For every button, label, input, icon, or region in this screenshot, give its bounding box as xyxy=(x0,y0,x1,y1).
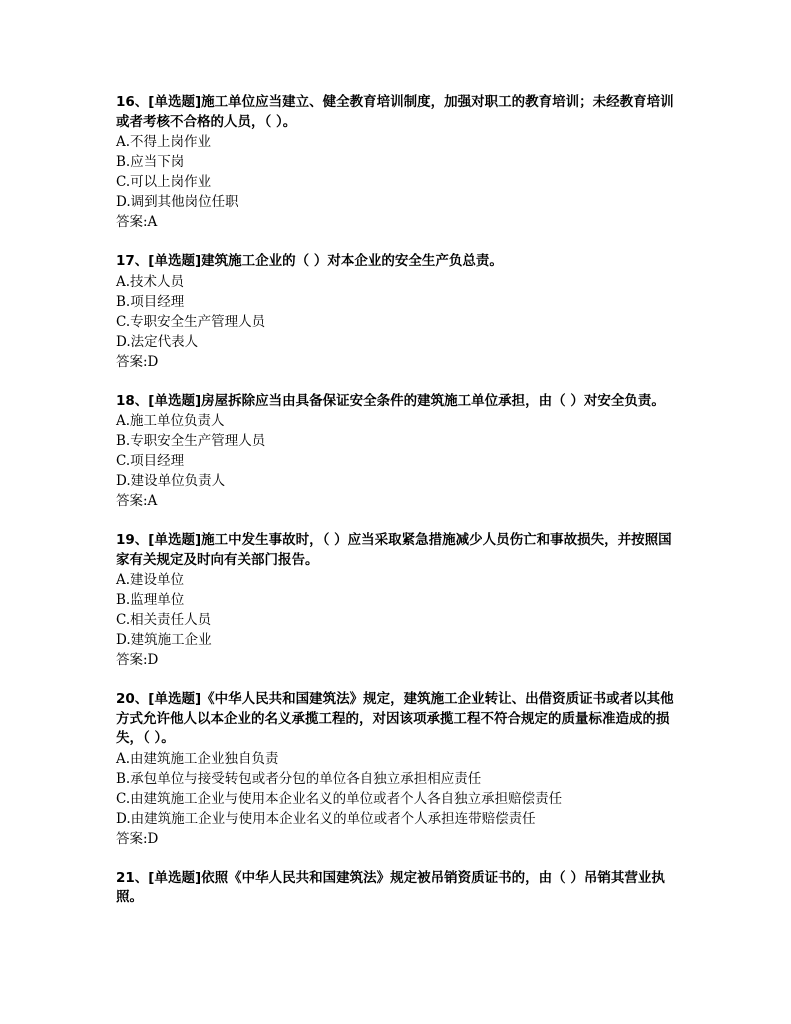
answer: 答案:D xyxy=(116,353,159,370)
option-a: A.建设单位 xyxy=(116,572,185,588)
question-list xyxy=(116,93,676,928)
option-b: B.承包单位与接受转包或者分包的单位各自独立承担相应责任 xyxy=(116,770,482,787)
option-a: A.技术人员 xyxy=(116,273,185,290)
option-b: B.项目经理 xyxy=(116,293,185,310)
question-stem: 20、[单选题]《中华人民共和国建筑法》规定，建筑施工企业转让、出借资质证书或者以其他方式允许他人以本企业的名义承揽工程的，对因该项承揽工程不符合规定的质量标准造成的损失，（ ）。 xyxy=(116,691,674,746)
option-a: A.由建筑施工企业独自负责 xyxy=(116,750,279,767)
question-stem: 18、[单选题]房屋拆除应当由具备保证安全条件的建筑施工单位承担，由（ ）对安全负责。 xyxy=(116,392,665,409)
question-stem: 17、[单选题]建筑施工企业的（ ）对本企业的安全生产负总责。 xyxy=(116,253,503,269)
option-b: B.专职安全生产管理人员 xyxy=(116,433,266,449)
option-c: C.可以上岗作业 xyxy=(116,174,212,190)
option-a: A.不得上岗作业 xyxy=(116,134,212,150)
option-d: D.建筑施工企业 xyxy=(116,632,212,648)
option-c: C.相关责任人员 xyxy=(116,612,212,628)
question-19 xyxy=(116,531,676,670)
question-stem: 16、[单选题]施工单位应当建立、健全教育培训制度，加强对职工的教育培训；未经教育培训或者考核不合格的人员，（ ）。 xyxy=(116,94,674,130)
option-c: C.由建筑施工企业与使用本企业名义的单位或者个人各自独立承担赔偿责任 xyxy=(116,790,563,807)
option-a: A.施工单位负责人 xyxy=(116,413,225,429)
answer: 答案:A xyxy=(116,493,158,509)
option-d: D.建设单位负责人 xyxy=(116,473,226,489)
option-d: D.法定代表人 xyxy=(116,333,199,350)
answer: 答案:A xyxy=(116,214,158,230)
question-17 xyxy=(116,252,676,372)
answer: 答案:D xyxy=(116,830,159,847)
option-b: B.监理单位 xyxy=(116,592,185,608)
option-d: D.由建筑施工企业与使用本企业名义的单位或者个人承担连带赔偿责任 xyxy=(116,810,536,827)
option-c: C.项目经理 xyxy=(116,453,185,469)
option-c: C.专职安全生产管理人员 xyxy=(116,313,266,330)
question-16 xyxy=(116,93,676,232)
question-stem: 19、[单选题]施工中发生事故时，（ ）应当采取紧急措施减少人员伤亡和事故损失，并按照国家有关规定及时向有关部门报告。 xyxy=(116,532,672,568)
question-21 xyxy=(116,869,676,908)
question-stem: 21、[单选题]依照《中华人民共和国建筑法》规定被吊销资质证书的，由（ ）吊销其营业执照。 xyxy=(116,869,665,905)
question-18 xyxy=(116,392,676,512)
answer: 答案:D xyxy=(116,652,159,668)
option-b: B.应当下岗 xyxy=(116,154,185,170)
option-d: D.调到其他岗位任职 xyxy=(116,194,239,210)
question-20 xyxy=(116,690,676,849)
